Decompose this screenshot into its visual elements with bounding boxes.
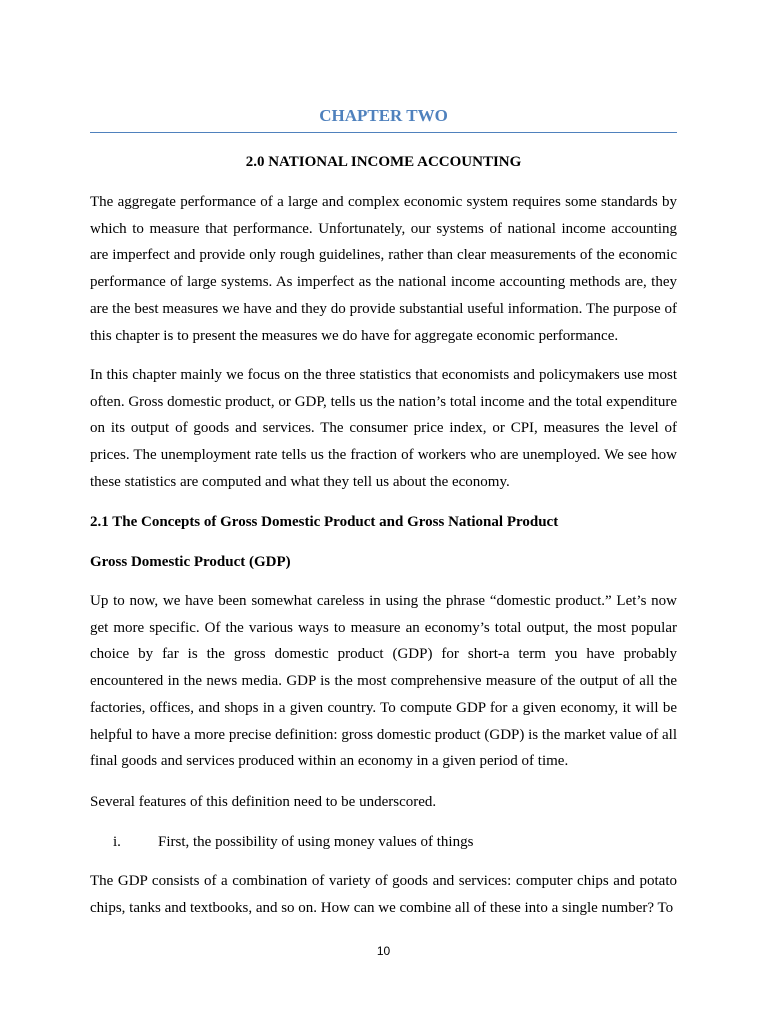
paragraph-intro: The aggregate performance of a large and complex economic system requires some standards by which to measure that performance. Unfortunately, our systems of national income accounting are imperfect and provide only rough guidelines, rather than clear measurements of the economic performance of large systems. As imperfect as the national income accounting methods are, they are the best measures we have and they do provide substantial useful information. The purpose of this chapter is to present the measures we do have for aggregate economic performance. — [90, 194, 677, 344]
list-item-text: First, the possibility of using money values of things — [158, 834, 474, 850]
paragraph-combination: The GDP consists of a combination of variety of goods and services: computer chips and potato chips, tanks and textbooks, and so on. How can we combine all of these into a single number? To — [90, 873, 677, 916]
paragraph-gdp-definition: Up to now, we have been somewhat careless in using the phrase “domestic product.” Let’s now get more specific. Of the various ways to measure an economy’s total output, the most popular choice by far is the gross domestic product (GDP) for short-a term you have probably encountered in the news media. GDP is the most comprehensive measure of the output of all the factories, offices, and shops in a given country. To compute GDP for a given economy, it will be helpful to have a more precise definition: gross domestic product (GDP) is the market value of all final goods and services produced within an economy in a given period of time. — [90, 593, 677, 770]
page-number: 10 — [376, 944, 391, 958]
heading-concepts: 2.1 The Concepts of Gross Domestic Product and Gross National Product — [90, 514, 559, 530]
section-title: 2.0 NATIONAL INCOME ACCOUNTING — [245, 154, 522, 170]
heading-gdp: Gross Domestic Product (GDP) — [90, 554, 291, 570]
chapter-title-rule — [90, 132, 677, 133]
chapter-title: CHAPTER TWO — [319, 106, 448, 125]
paragraph-focus: In this chapter mainly we focus on the three statistics that economists and policymakers use most often. Gross domestic product, or GDP, tells us the nation’s total income and the total expenditure on its output of goods and services. The consumer price index, or CPI, measures the level of prices. The unemployment rate tells us the fraction of workers who are unemployed. We see how these statistics are computed and what they tell us about the economy. — [90, 367, 677, 490]
paragraph-features: Several features of this definition need to be underscored. — [90, 794, 437, 810]
document-page — [90, 0, 677, 1024]
list-item-marker: i. — [113, 834, 121, 850]
